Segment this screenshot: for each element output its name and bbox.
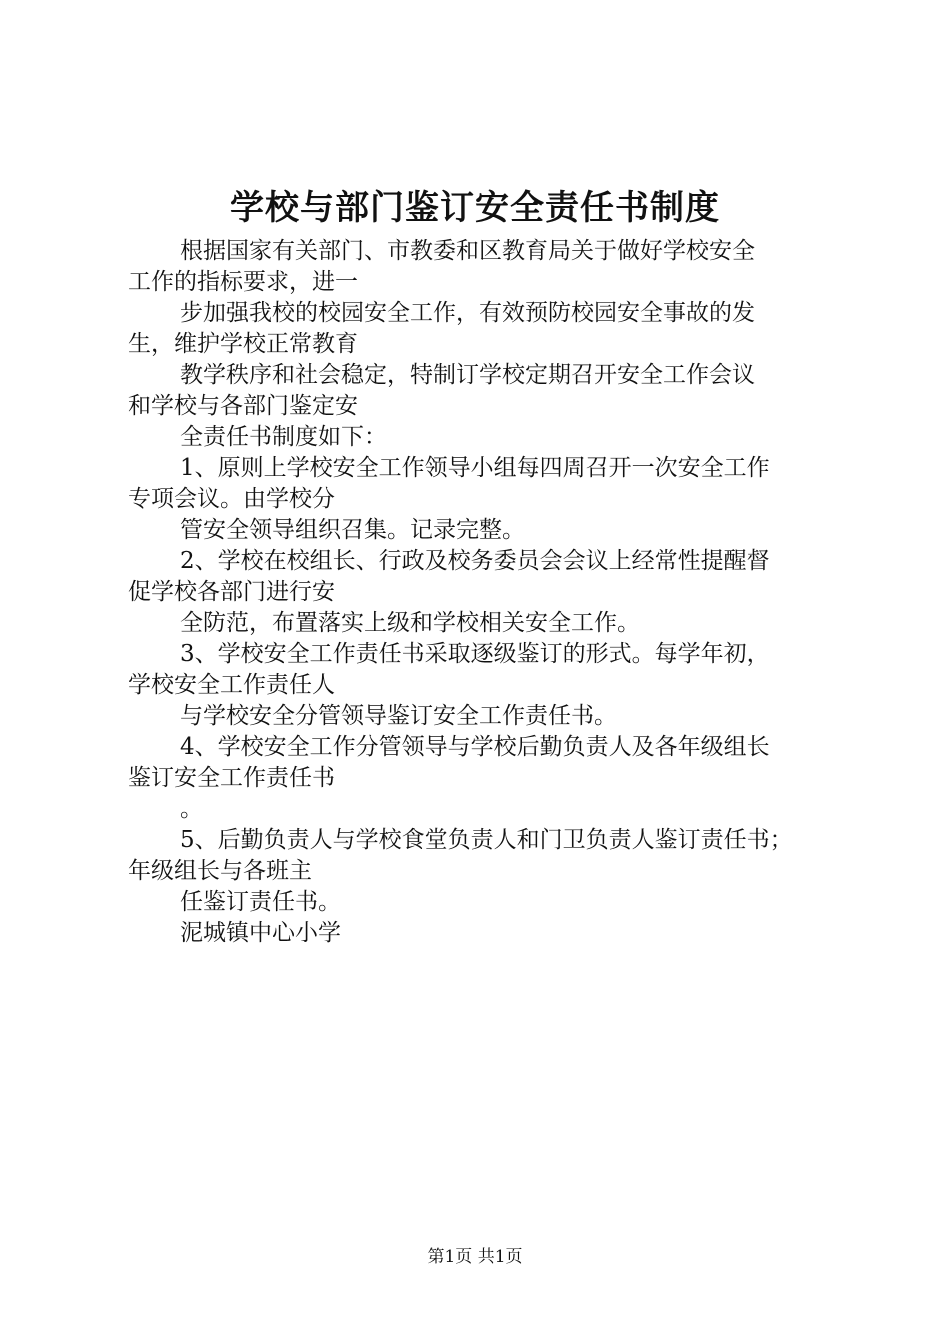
body-line: 全防范，布置落实上级和学校相关安全工作。 (180, 610, 640, 636)
body-line: 教学秩序和社会稳定，特制订学校定期召开安全工作会议 (180, 362, 755, 388)
body-line: 年级组长与各班主 (128, 858, 312, 884)
body-line: 工作的指标要求，进一 (128, 269, 358, 295)
body-line: 步加强我校的校园安全工作，有效预防校园安全事故的发 (180, 300, 755, 326)
body-line: 2、学校在校组长、行政及校务委员会会议上经常性提醒督 (180, 548, 770, 574)
body-line: 与学校安全分管领导鉴订安全工作责任书。 (180, 703, 617, 729)
body-line: 促学校各部门进行安 (128, 579, 335, 605)
body-line: 泥城镇中心小学 (180, 920, 341, 946)
body-line: 管安全领导组织召集。记录完整。 (180, 517, 525, 543)
body-line: 5、后勤负责人与学校食堂负责人和门卫负责人鉴订责任书； (180, 827, 793, 853)
body-line: 根据国家有关部门、市教委和区教育局关于做好学校安全 (180, 238, 755, 264)
body-line: 全责任书制度如下： (180, 424, 387, 450)
page-footer: 第1页 共1页 (427, 1247, 523, 1267)
body-line: 专项会议。由学校分 (128, 486, 335, 512)
document-title: 学校与部门鉴订安全责任书制度 (230, 188, 720, 228)
body-line: 任鉴订责任书。 (180, 889, 341, 915)
body-line: 1、原则上学校安全工作领导小组每四周召开一次安全工作 (180, 455, 770, 481)
body-line: 。 (180, 796, 203, 822)
body-line: 生，维护学校正常教育 (128, 331, 358, 357)
body-line: 和学校与各部门鉴定安 (128, 393, 358, 419)
body-line: 4、学校安全工作分管领导与学校后勤负责人及各年级组长 (180, 734, 770, 760)
body-line: 鉴订安全工作责任书 (128, 765, 335, 791)
document-body (128, 236, 838, 949)
body-line: 学校安全工作责任人 (128, 672, 335, 698)
body-line: 3、学校安全工作责任书采取逐级鉴订的形式。每学年初， (180, 641, 770, 667)
